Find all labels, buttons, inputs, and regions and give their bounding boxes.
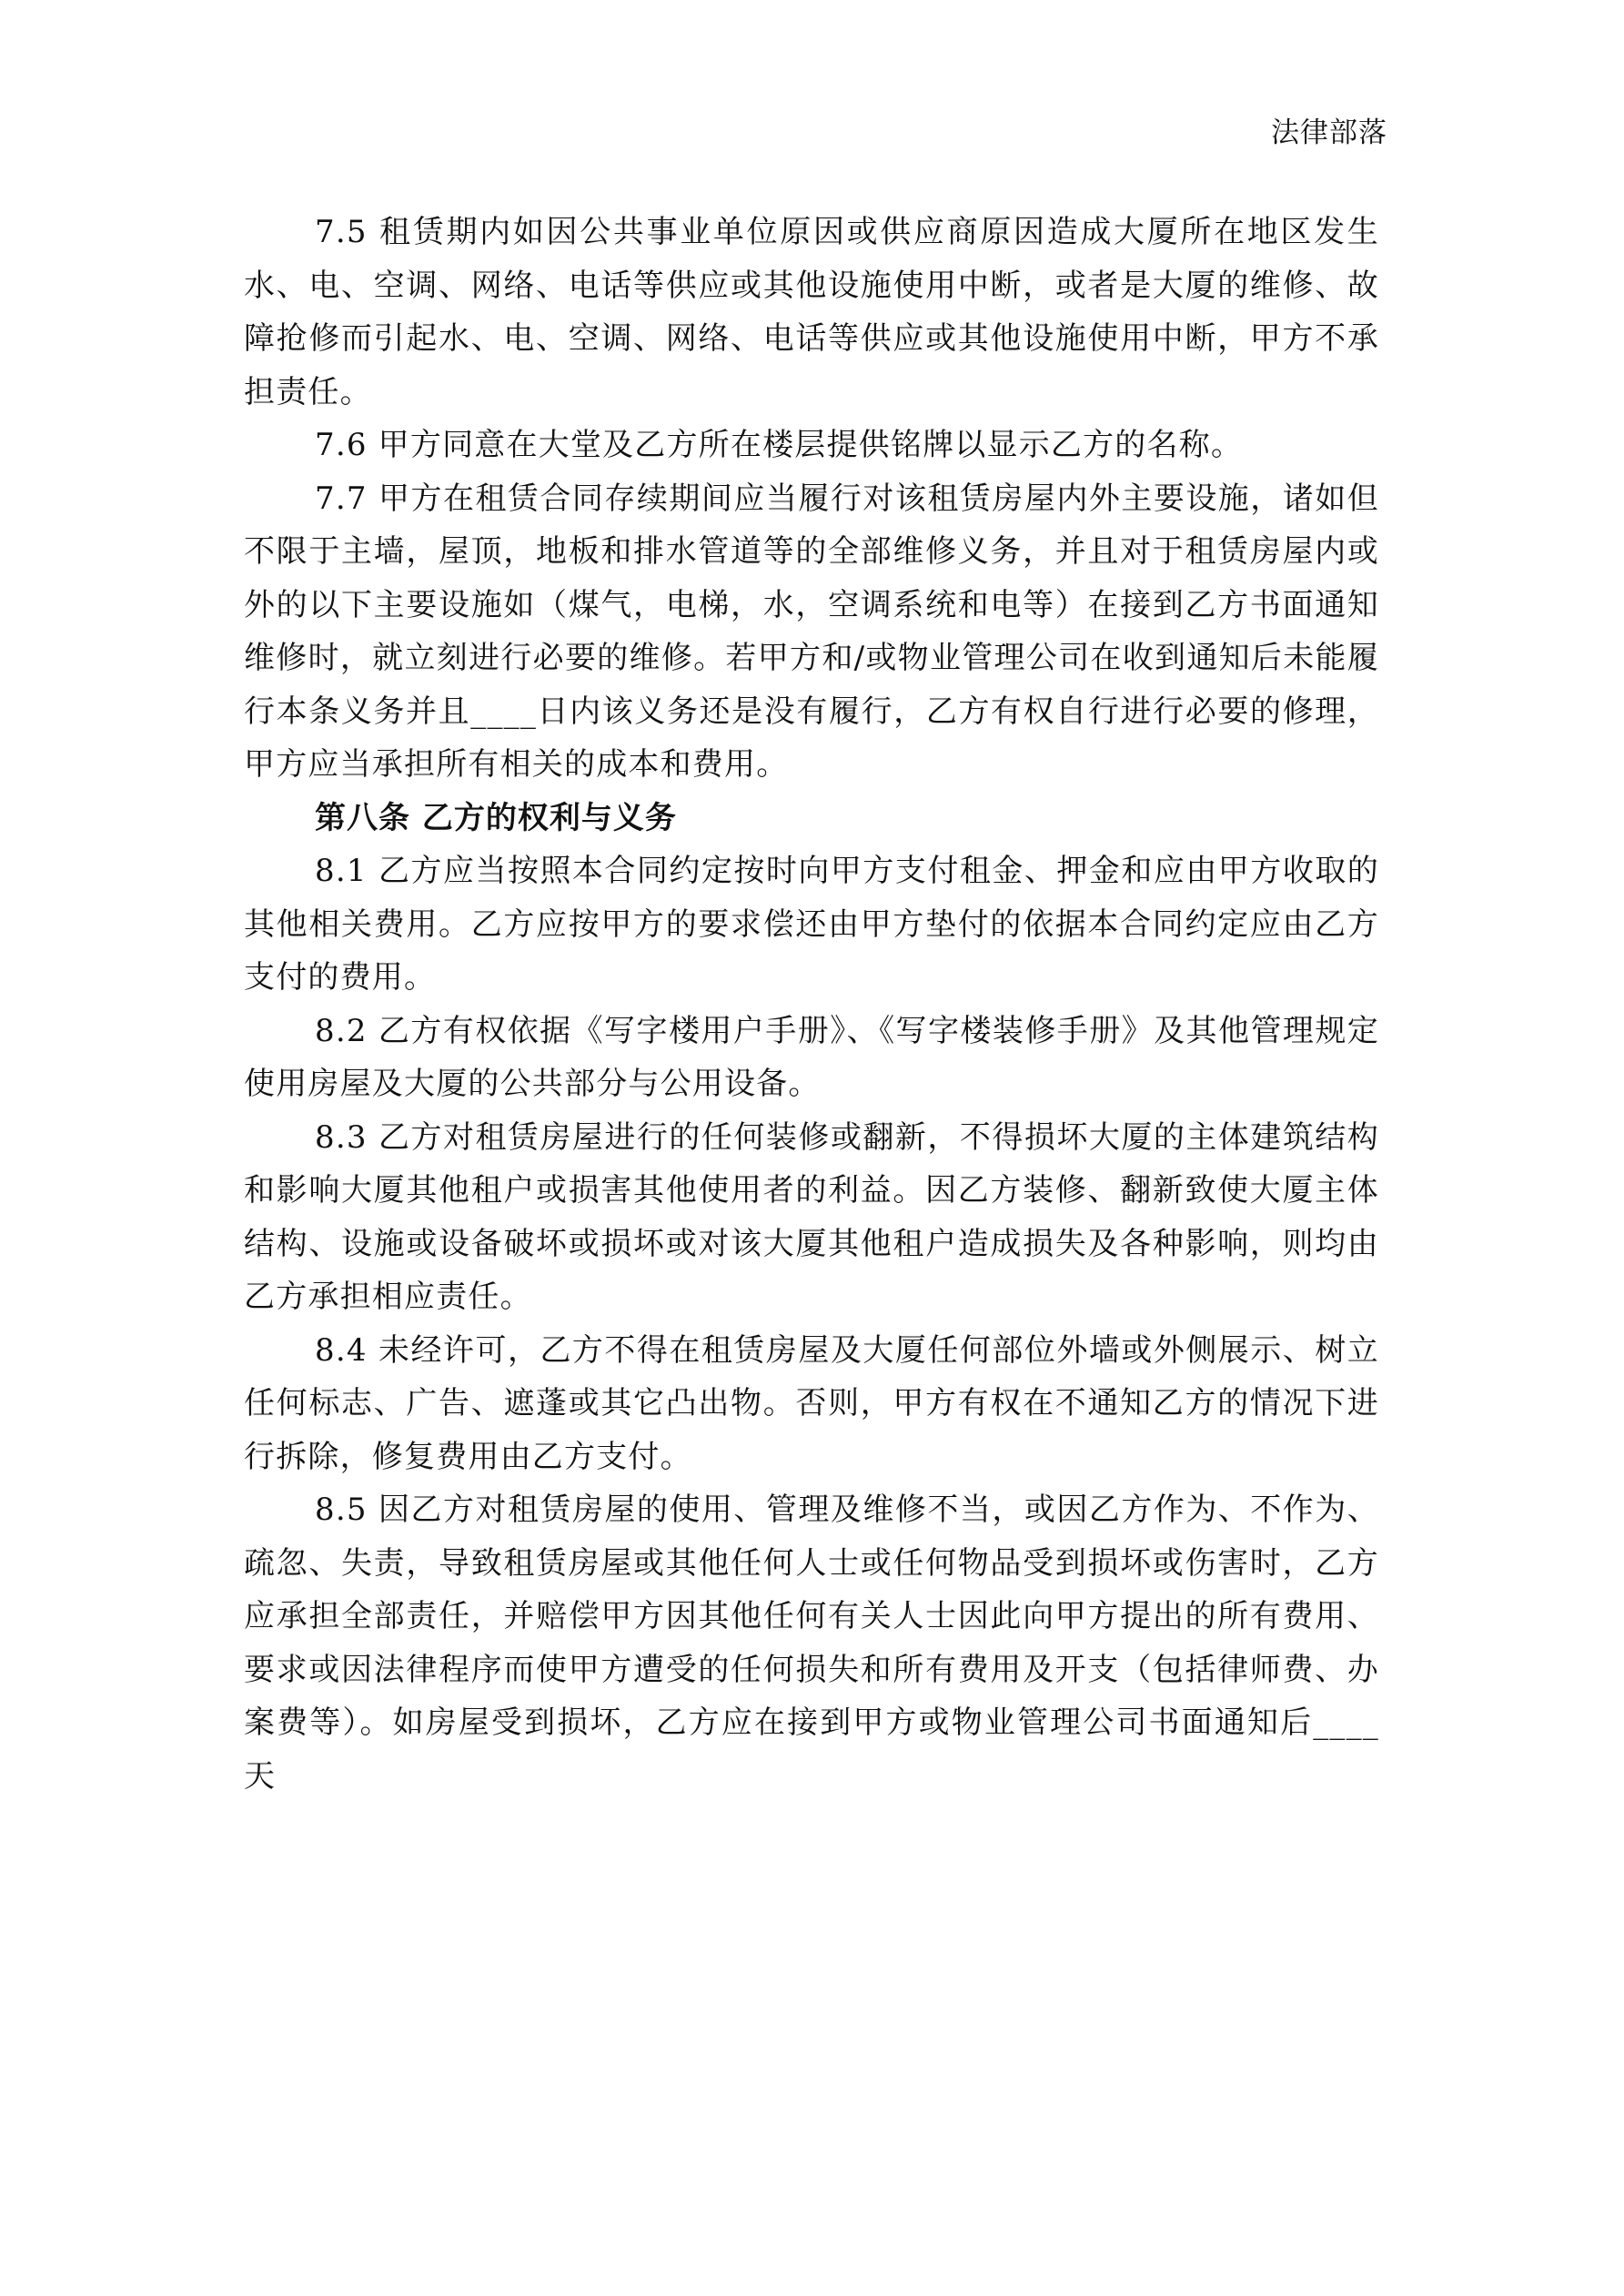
- article-8-heading: 第八条 乙方的权利与义务: [315, 799, 677, 836]
- document-body: [244, 206, 1379, 1803]
- clause-8-5: 8.5 因乙方对租赁房屋的使用、管理及维修不当，或因乙方作为、不作为、疏忽、失责，导致租赁房屋或其他任何人士或任何物品受到损坏或伤害时，乙方应承担全部责任，并赔偿甲方因其他任何有关人士因此向甲方提出的所有费用、要求或因法律程序而使甲方遭受的任何损失和所有费用及开支（包括律师费、办案费等）。如房屋受到损坏，乙方应在接到甲方或物业管理公司书面通知后____天: [244, 1492, 1379, 1795]
- clause-7-6: 7.6 甲方同意在大堂及乙方所在楼层提供铭牌以显示乙方的名称。: [315, 427, 1244, 463]
- header-watermark-text: 法律部落: [1271, 116, 1387, 149]
- clause-7-5: 7.5 租赁期内如因公共事业单位原因或供应商原因造成大厦所在地区发生水、电、空调、网络、电话等供应或其他设施使用中断，或者是大厦的维修、故障抢修而引起水、电、空调、网络、电话等供应或其他设施使用中断，甲方不承担责任。: [244, 214, 1379, 410]
- clause-8-2: 8.2 乙方有权依据《写字楼用户手册》、《写字楼装修手册》及其他管理规定使用房屋及大厦的公共部分与公用设备。: [244, 1012, 1379, 1102]
- clause-8-4: 8.4 未经许可，乙方不得在租赁房屋及大厦任何部位外墙或外侧展示、树立任何标志、广告、遮蓬或其它凸出物。否则，甲方有权在不通知乙方的情况下进行拆除，修复费用由乙方支付。: [244, 1331, 1379, 1475]
- clause-8-3: 8.3 乙方对租赁房屋进行的任何装修或翻新，不得损坏大厦的主体建筑结构和影响大厦其他租户或损害其他使用者的利益。因乙方装修、翻新致使大厦主体结构、设施或设备破坏或损坏或对该大厦其他租户造成损失及各种影响，则均由乙方承担相应责任。: [244, 1118, 1379, 1315]
- clause-8-1: 8.1 乙方应当按照本合同约定按时向甲方支付租金、押金和应由甲方收取的其他相关费用。乙方应按甲方的要求偿还由甲方垫付的依据本合同约定应由乙方支付的费用。: [244, 853, 1379, 996]
- clause-7-7: 7.7 甲方在租赁合同存续期间应当履行对该租赁房屋内外主要设施，诸如但不限于主墙，屋顶，地板和排水管道等的全部维修义务，并且对于租赁房屋内或外的以下主要设施如（煤气，电梯，水，空调系统和电等）在接到乙方书面通知维修时，就立刻进行必要的维修。若甲方和/或物业管理公司在收到通知后未能履行本条义务并且____日内该义务还是没有履行，乙方有权自行进行必要的修理，甲方应当承担所有相关的成本和费用。: [244, 480, 1379, 783]
